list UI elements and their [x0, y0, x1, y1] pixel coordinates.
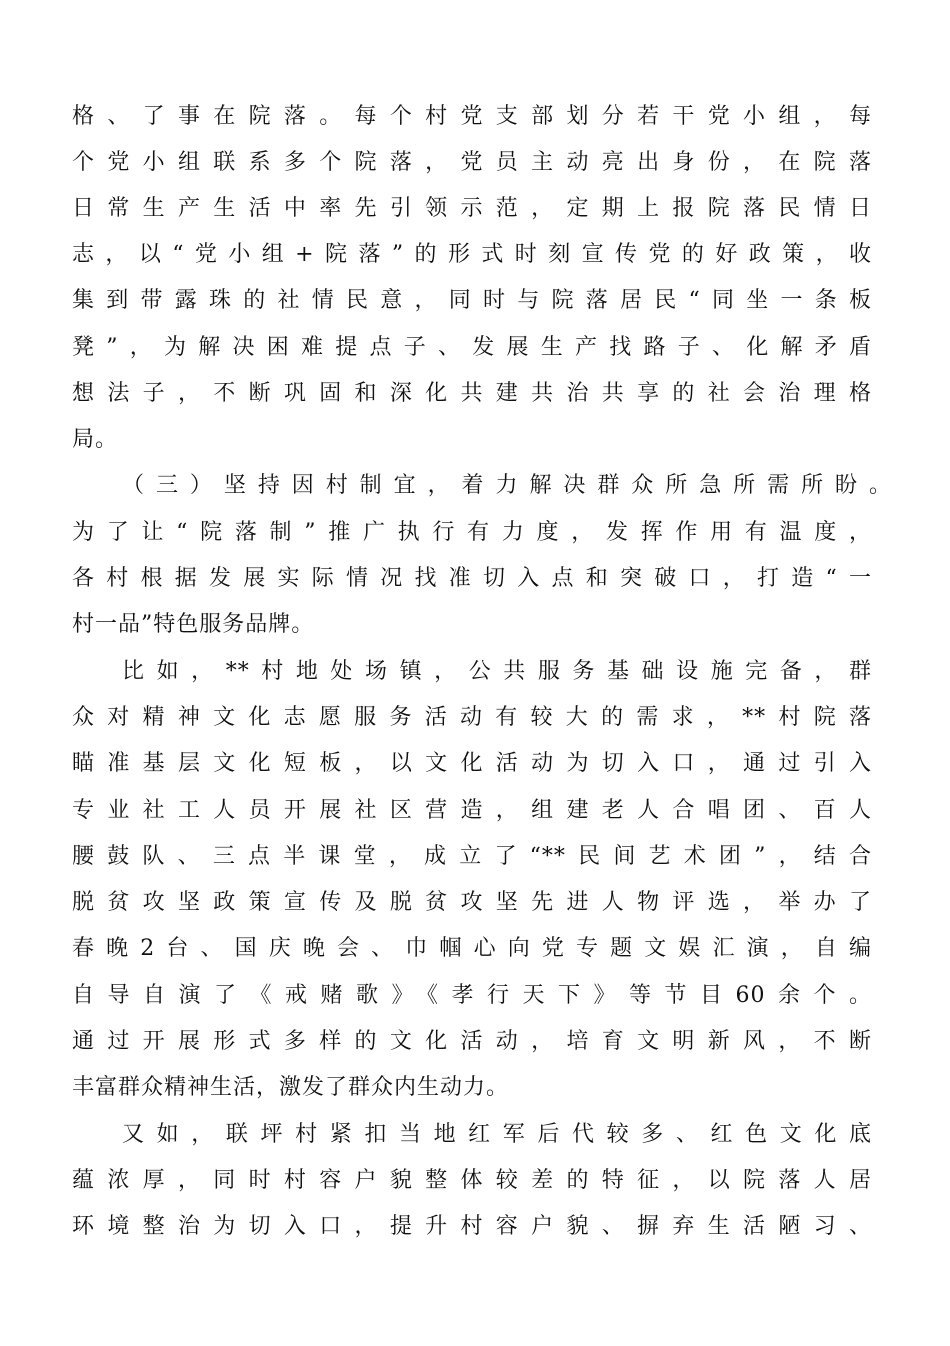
text-line: 局。: [72, 427, 119, 452]
text-line: 志，以“党小组+院落”的形式时刻宣传党的好政策，收: [72, 242, 872, 267]
text-line: 各村根据发展实际情况找准切入点和突破口，打造“一: [72, 566, 872, 591]
text-line: 个党小组联系多个院落，党员主动亮出身份，在院落: [72, 150, 872, 175]
text-line: 集到带露珠的社情民意，同时与院落居民“同坐一条板: [72, 288, 872, 313]
paragraph-start-line: 又如，联坪村紧扣当地红军后代较多、红色文化底: [122, 1122, 872, 1147]
text-line: 瞄准基层文化短板，以文化活动为切入口，通过引入: [72, 751, 872, 776]
text-line: 凳”，为解决困难提点子、发展生产找路子、化解矛盾: [72, 335, 872, 360]
text-line: 众对精神文化志愿服务活动有较大的需求，**村院落: [72, 705, 872, 730]
section-heading: （三）坚持因村制宜，着力解决群众所急所需所盼。: [122, 473, 892, 498]
text-line: 为了让“院落制”推广执行有力度，发挥作用有温度，: [72, 520, 872, 545]
text-line: 自导自演了《戒赌歌》《孝行天下》等节目60余个。: [72, 983, 872, 1008]
text-line: 蕴浓厚，同时村容户貌整体较差的特征，以院落人居: [72, 1168, 872, 1193]
text-line: 脱贫攻坚政策宣传及脱贫攻坚先进人物评选，举办了: [72, 890, 872, 915]
text-line: 日常生产生活中率先引领示范，定期上报院落民情日: [72, 196, 872, 221]
text-line: 丰富群众精神生活，激发了群众内生动力。: [72, 1075, 510, 1100]
text-line: 想法子，不断巩固和深化共建共治共享的社会治理格: [72, 381, 872, 406]
text-line: 专业社工人员开展社区营造，组建老人合唱团、百人: [72, 798, 872, 823]
text-line: 环境整治为切入口，提升村容户貌、摒弃生活陋习、: [72, 1214, 872, 1239]
paragraph-start-line: 比如，**村地处场镇，公共服务基础设施完备，群: [122, 659, 872, 684]
text-line: 格、了事在院落。每个村党支部划分若干党小组，每: [72, 104, 872, 129]
text-line: 春晚2台、国庆晚会、巾帼心向党专题文娱汇演，自编: [72, 936, 872, 961]
text-line: 通过开展形式多样的文化活动，培育文明新风，不断: [72, 1029, 872, 1054]
text-line: 村一品”特色服务品牌。: [72, 612, 315, 637]
text-line: 腰鼓队、三点半课堂，成立了“**民间艺术团”，结合: [72, 844, 872, 869]
